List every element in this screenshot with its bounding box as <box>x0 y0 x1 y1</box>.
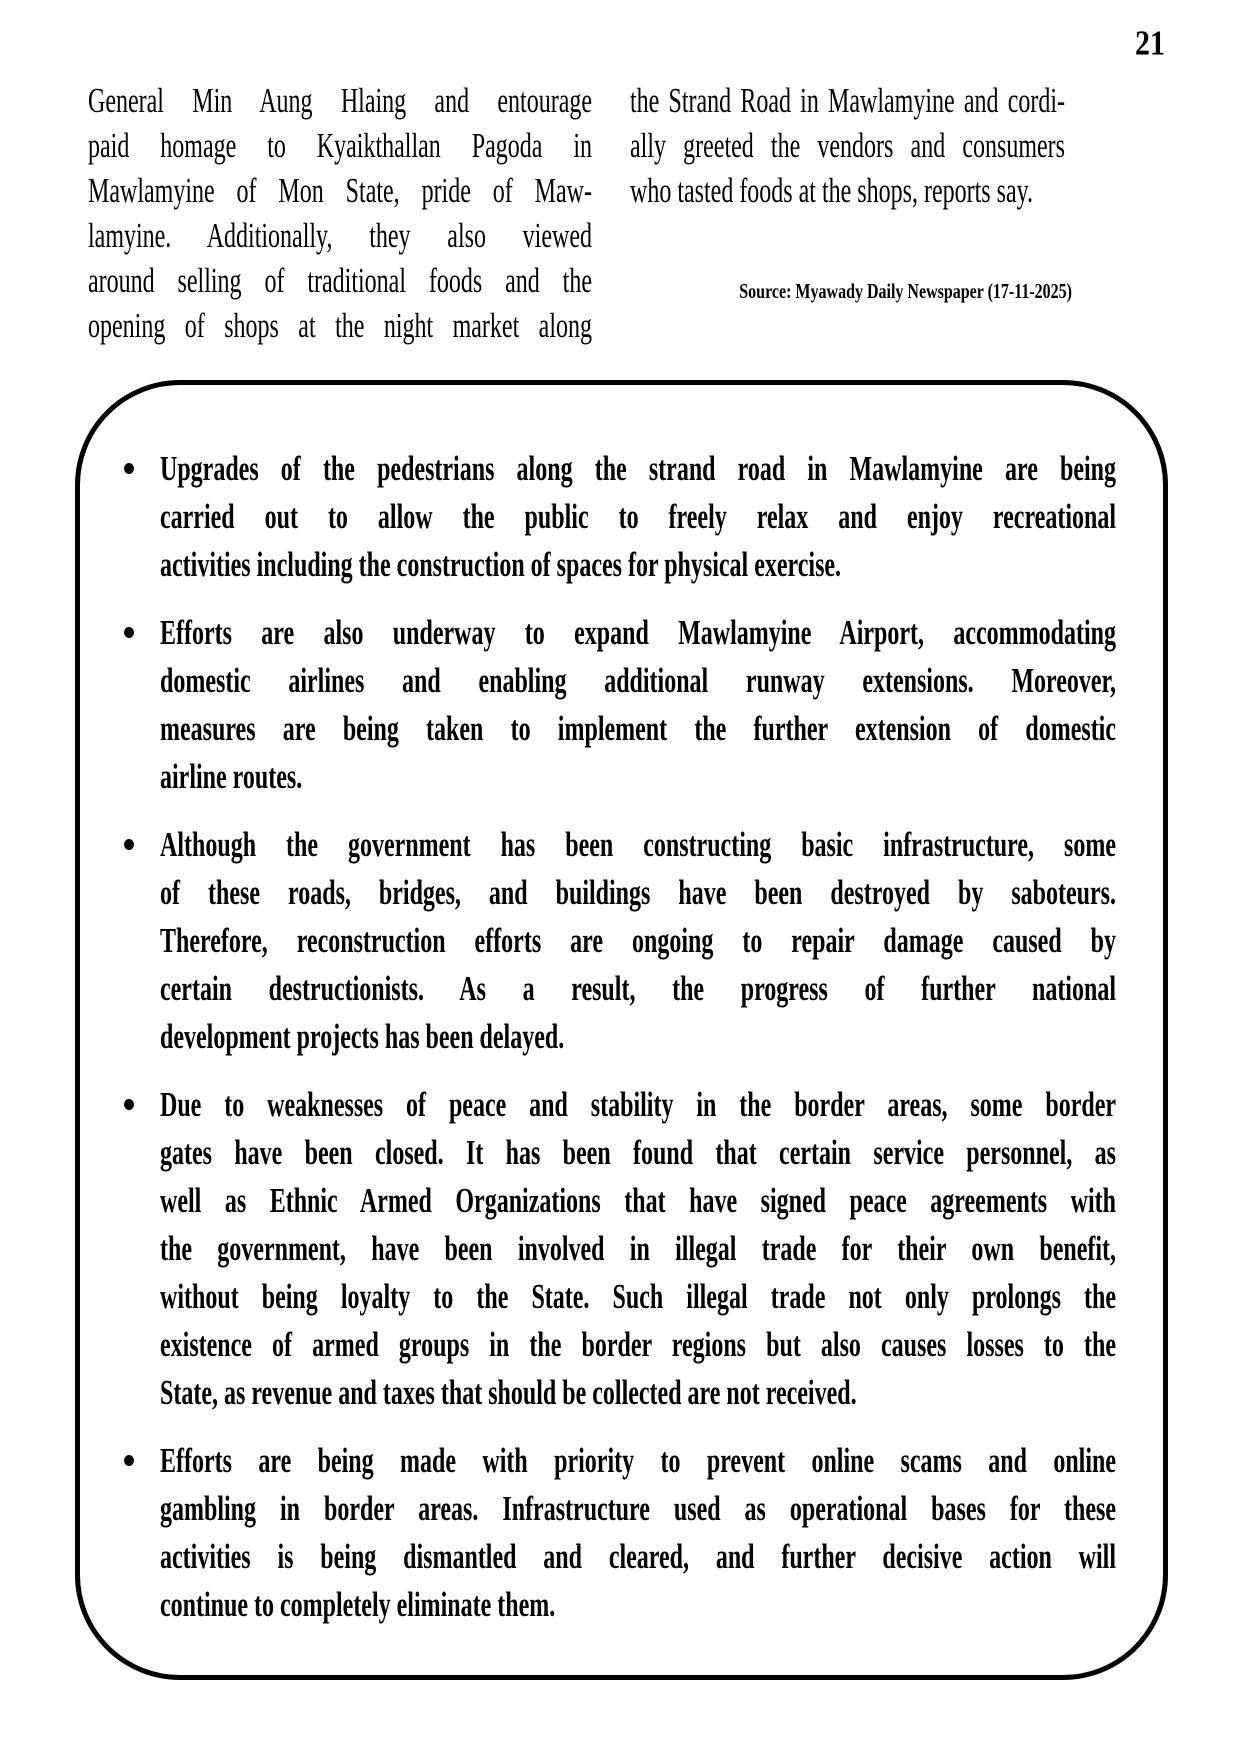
bullet-dot-icon <box>124 1455 134 1466</box>
text-line: development projects has been delayed. <box>160 1019 565 1057</box>
bullet-item <box>160 610 1116 802</box>
text-line: carried out to allow the public to freely relax and enjoy recreational <box>160 499 1116 537</box>
bullet-list <box>80 385 1163 1630</box>
highlights-box <box>75 380 1168 1680</box>
text-line: Upgrades of the pedestrians along the strand road in Mawlamyine are being <box>160 451 1116 489</box>
text-line: opening of shops at the night market along <box>88 307 592 346</box>
text-line: Due to weaknesses of peace and stability in the border areas, some border <box>160 1087 1116 1125</box>
text-line: certain destructionists. As a result, the progress of further national <box>160 971 1116 1009</box>
text-line: Although the government has been constructing basic infrastructure, some <box>160 827 1116 865</box>
text-line: Therefore, reconstruction efforts are ongoing to repair damage caused by <box>160 923 1116 961</box>
bullet-item <box>160 446 1116 590</box>
text-line: around selling of traditional foods and the <box>88 262 592 301</box>
text-line: airline routes. <box>160 759 303 797</box>
text-line: measures are being taken to implement the further extension of domestic <box>160 711 1116 749</box>
text-line: continue to completely eliminate them. <box>160 1587 556 1625</box>
bullet-dot-icon <box>124 627 134 638</box>
text-line: the Strand Road in Mawlamyine and cordi- <box>630 82 1065 121</box>
text-line: State, as revenue and taxes that should be collected are not received. <box>160 1375 857 1413</box>
bullet-dot-icon <box>124 839 134 850</box>
source-attribution: Source: Myawady Daily Newspaper (17-11-2025) <box>739 281 1072 304</box>
bullet-item <box>160 1082 1116 1418</box>
text-line: existence of armed groups in the border regions but also causes losses to the <box>160 1327 1116 1365</box>
bullet-item <box>160 822 1116 1062</box>
page-number: 21 <box>1135 24 1165 63</box>
bullet-dot-icon <box>124 463 134 474</box>
article-columns <box>88 80 1065 350</box>
text-line: Mawlamyine of Mon State, pride of Maw- <box>88 172 592 211</box>
text-line: who tasted foods at the shops, reports say. <box>630 172 1034 211</box>
bullet-item <box>160 1438 1116 1630</box>
text-line: without being loyalty to the State. Such illegal trade not only prolongs the <box>160 1279 1116 1317</box>
text-line: Efforts are being made with priority to prevent online scams and online <box>160 1443 1116 1481</box>
article-left-column <box>88 80 592 350</box>
text-line: gambling in border areas. Infrastructure used as operational bases for these <box>160 1491 1116 1529</box>
text-line: ally greeted the vendors and consumers <box>630 127 1065 166</box>
bullet-dot-icon <box>124 1099 134 1110</box>
text-line: activities is being dismantled and cleared, and further decisive action will <box>160 1539 1116 1577</box>
text-line: activities including the construction of spaces for physical exercise. <box>160 547 842 585</box>
text-line: paid homage to Kyaikthallan Pagoda in <box>88 127 592 166</box>
text-line: well as Ethnic Armed Organizations that have signed peace agreements with <box>160 1183 1116 1221</box>
text-line: Efforts are also underway to expand Mawlamyine Airport, accommodating <box>160 615 1116 653</box>
text-line: domestic airlines and enabling additional runway extensions. Moreover, <box>160 663 1116 701</box>
text-line: lamyine. Additionally, they also viewed <box>88 217 592 256</box>
text-line: General Min Aung Hlaing and entourage <box>88 82 592 121</box>
text-line: the government, have been involved in illegal trade for their own benefit, <box>160 1231 1116 1269</box>
text-line: gates have been closed. It has been found that certain service personnel, as <box>160 1135 1116 1173</box>
text-line: of these roads, bridges, and buildings have been destroyed by saboteurs. <box>160 875 1116 913</box>
article-right-column <box>630 80 1065 350</box>
